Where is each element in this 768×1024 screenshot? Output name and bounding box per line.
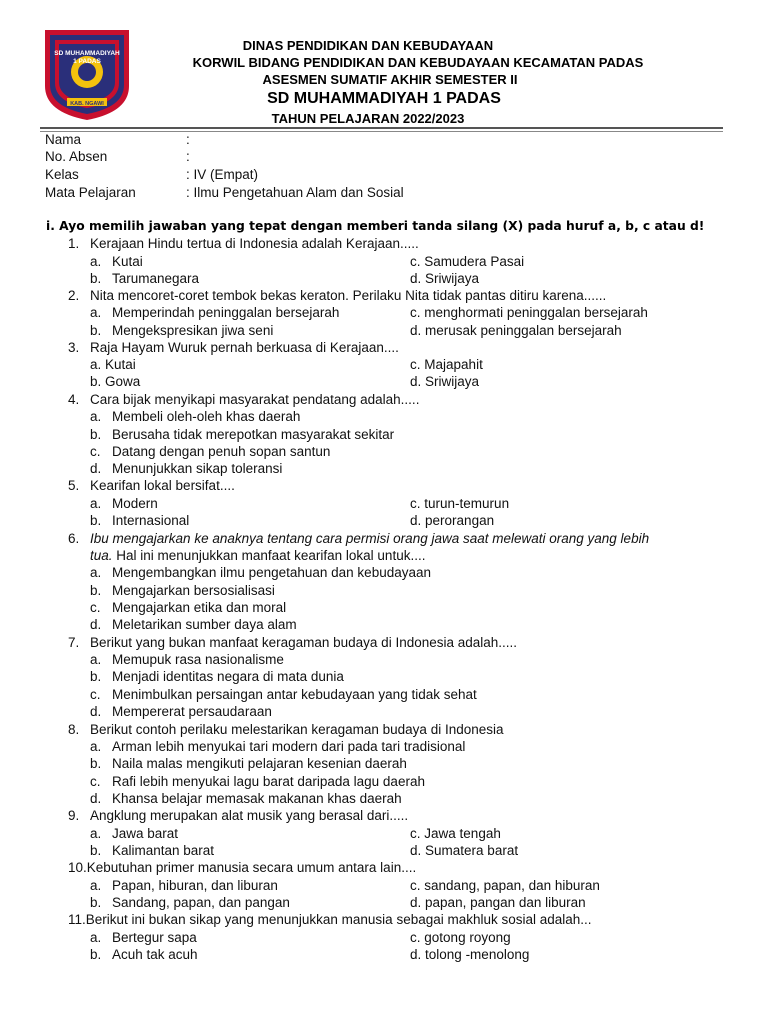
option[interactable]: d. Sriwijaya [410,374,480,389]
option[interactable]: b. Mengekspresikan jiwa seni [90,323,274,338]
question-9: 9. Angklung merupakan alat musik yang berasal dari..... [68,808,409,823]
school-name: SD MUHAMMADIYAH 1 PADAS [267,90,501,107]
question-11: 11.Berikut ini bukan sikap yang menunjukkan manusia sebagai makhluk sosial adalah... [68,912,592,927]
identity-label: Nama [45,132,82,147]
option[interactable]: a. Papan, hiburan, dan liburan [90,878,278,893]
instruction: i. Ayo memilih jawaban yang tepat dengan memberi tanda silang (X) pada huruf a, b, c atau d! [46,219,705,233]
identity-value: : IV (Empat) [186,167,259,182]
option[interactable]: c. Menimbulkan persaingan antar kebudayaan yang tidak sehat [90,687,477,702]
option[interactable]: d. papan, pangan dan liburan [410,895,586,910]
option[interactable]: d. Sumatera barat [410,843,519,858]
identity-value[interactable]: : [186,149,190,164]
school-year: TAHUN PELAJARAN 2022/2023 [271,111,465,126]
option[interactable]: a. Modern [90,496,158,511]
option[interactable]: d. tolong -menolong [410,947,530,962]
option[interactable]: a. Arman lebih menyukai tari modern dari pada tari tradisional [90,739,466,754]
question-3: 3. Raja Hayam Wuruk pernah berkuasa di Kerajaan.... [68,340,399,355]
identity-label: Kelas [45,167,79,182]
option[interactable]: c. menghormati peninggalan bersejarah [410,305,648,320]
option[interactable]: c. turun-temurun [410,496,510,511]
identity-value: : Ilmu Pengetahuan Alam dan Sosial [186,185,404,200]
option[interactable]: b. Berusaha tidak merepotkan masyarakat sekitar [90,427,395,442]
header-divider-thin [40,131,723,132]
option[interactable]: a. Bertegur sapa [90,930,197,945]
option[interactable]: a. Membeli oleh-oleh khas daerah [90,409,301,424]
question-6: 6. Ibu mengajarkan ke anaknya tentang cara permisi orang jawa saat melewati orang yang lebih [68,531,650,546]
option[interactable]: a. Jawa barat [90,826,179,841]
svg-text:KAB. NGAWI: KAB. NGAWI [70,101,104,107]
option[interactable]: d. Khansa belajar memasak makanan khas daerah [90,791,402,806]
option[interactable]: b. Acuh tak acuh [90,947,198,962]
option[interactable]: c. Rafi lebih menyukai lagu barat daripada lagu daerah [90,774,425,789]
question-8: 8. Berikut contoh perilaku melestarikan keragaman budaya di Indonesia [68,722,504,737]
question-2: 2. Nita mencoret-coret tembok bekas keraton. Perilaku Nita tidak pantas ditiru karena...... [68,288,607,303]
question-4: 4. Cara bijak menyikapi masyarakat pendatang adalah..... [68,392,420,407]
identity-label: Mata Pelajaran [45,185,136,200]
question-6-continued: tua. Hal ini menunjukkan manfaat kearifan lokal untuk.... [90,548,426,563]
header-line-3: ASESMEN SUMATIF AKHIR SEMESTER II [262,72,518,87]
option[interactable]: a. Mengembangkan ilmu pengetahuan dan kebudayaan [90,565,431,580]
identity-value[interactable]: : [186,132,190,147]
option[interactable]: b. Mengajarkan bersosialisasi [90,583,275,598]
option[interactable]: c. Majapahit [410,357,483,372]
option[interactable]: b. Sandang, papan, dan pangan [90,895,290,910]
question-5: 5. Kearifan lokal bersifat.... [68,478,235,493]
option[interactable]: c. Jawa tengah [410,826,501,841]
option[interactable]: a. Memperindah peninggalan bersejarah [90,305,340,320]
option[interactable]: a. Kutai [90,254,143,269]
option[interactable]: b. Naila malas mengikuti pelajaran kesenian daerah [90,756,407,771]
option[interactable]: c. Samudera Pasai [410,254,525,269]
option[interactable]: c. sandang, papan, dan hiburan [410,878,600,893]
svg-text:1 PADAS: 1 PADAS [73,58,101,65]
option[interactable]: c. gotong royong [410,930,511,945]
question-1: 1. Kerajaan Hindu tertua di Indonesia adalah Kerajaan..... [68,236,419,251]
option[interactable]: b. Internasional [90,513,190,528]
option[interactable]: b. Gowa [90,374,141,389]
question-7: 7. Berikut yang bukan manfaat keragaman budaya di Indonesia adalah..... [68,635,518,650]
option[interactable]: d. perorangan [410,513,495,528]
header-divider [40,127,723,129]
header-line-1: DINAS PENDIDIKAN DAN KEBUDAYAAN [242,38,494,53]
option[interactable]: d. Mempererat persaudaraan [90,704,272,719]
option[interactable]: b. Tarumanegara [90,271,200,286]
option[interactable]: d. merusak peninggalan bersejarah [410,323,622,338]
identity-label: No. Absen [45,149,108,164]
svg-text:SD MUHAMMADIYAH: SD MUHAMMADIYAH [54,50,120,57]
header-line-2: KORWIL BIDANG PENDIDIKAN DAN KEBUDAYAAN KECAMATAN PADAS [192,55,644,70]
option[interactable]: b. Kalimantan barat [90,843,215,858]
option[interactable]: c. Mengajarkan etika dan moral [90,600,287,615]
option[interactable]: b. Menjadi identitas negara di mata dunia [90,669,344,684]
option[interactable]: d. Meletarikan sumber daya alam [90,617,297,632]
option[interactable]: a. Kutai [90,357,136,372]
option[interactable]: d. Sriwijaya [410,271,480,286]
option[interactable]: d. Menunjukkan sikap toleransi [90,461,283,476]
option[interactable]: c. Datang dengan penuh sopan santun [90,444,331,459]
option[interactable]: a. Memupuk rasa nasionalisme [90,652,284,667]
question-10: 10.Kebutuhan primer manusia secara umum antara lain.... [68,860,417,875]
